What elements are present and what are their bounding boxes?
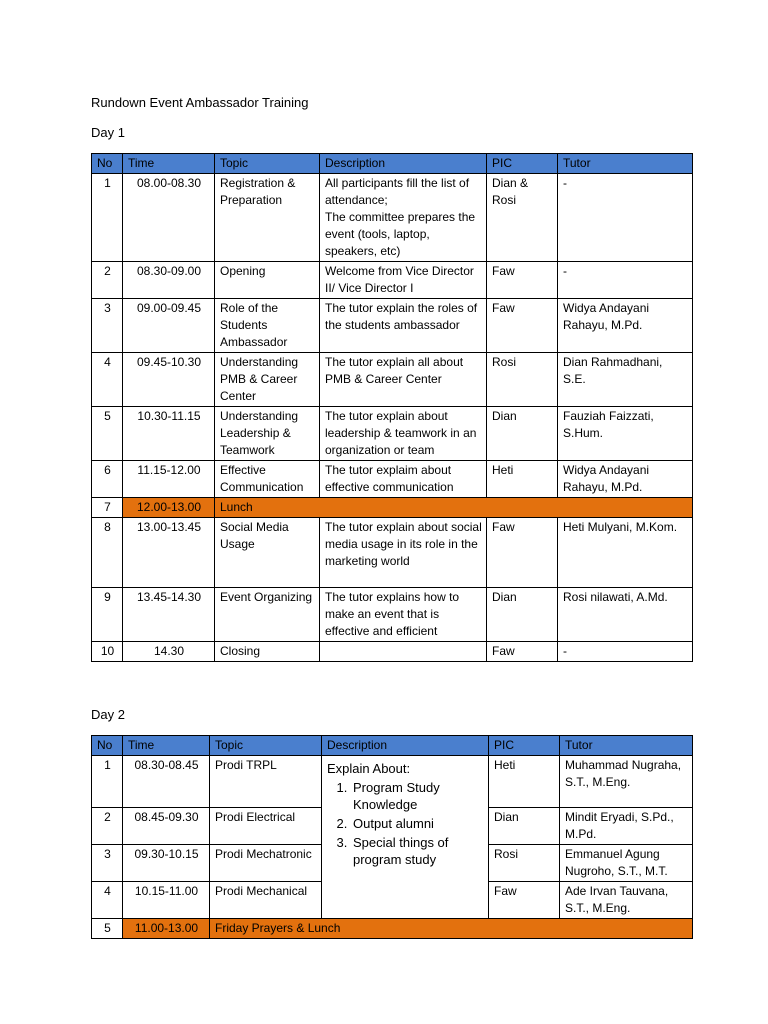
cell-topic: Prodi Mechatronic xyxy=(210,845,322,882)
cell-description: The tutor explain about leadership & teamwork in an organization or team xyxy=(320,407,487,461)
table-row xyxy=(92,353,693,407)
table-row xyxy=(92,588,693,642)
cell-no: 2 xyxy=(92,808,123,845)
cell-pic: Faw xyxy=(487,642,558,662)
cell-time: 13.45-14.30 xyxy=(123,588,215,642)
cell-no: 10 xyxy=(92,642,123,662)
cell-no: 5 xyxy=(92,919,123,939)
table-row xyxy=(92,518,693,588)
cell-time: 08.30-09.00 xyxy=(123,262,215,299)
cell-no: 6 xyxy=(92,461,123,498)
cell-time: 11.15-12.00 xyxy=(123,461,215,498)
table-row xyxy=(92,299,693,353)
cell-topic: Role of the Students Ambassador xyxy=(215,299,320,353)
cell-topic: Friday Prayers & Lunch xyxy=(210,919,693,939)
cell-tutor: Dian Rahmadhani, S.E. xyxy=(558,353,693,407)
cell-description: The tutor explaim about effective communication xyxy=(320,461,487,498)
cell-description xyxy=(320,174,487,262)
table-header-row xyxy=(92,736,693,756)
cell-tutor: Ade Irvan Tauvana, S.T., M.Eng. xyxy=(560,882,693,919)
cell-description xyxy=(320,642,487,662)
table-header-row xyxy=(92,154,693,174)
cell-time: 10.30-11.15 xyxy=(123,407,215,461)
cell-no: 8 xyxy=(92,518,123,588)
day1-heading: Day 1 xyxy=(91,125,125,140)
cell-topic: Social Media Usage xyxy=(215,518,320,588)
cell-no: 1 xyxy=(92,174,123,262)
cell-topic: Prodi Mechanical xyxy=(210,882,322,919)
cell-topic: Prodi TRPL xyxy=(210,756,322,808)
cell-no: 3 xyxy=(92,299,123,353)
header-pic: PIC xyxy=(489,736,560,756)
cell-no: 1 xyxy=(92,756,123,808)
cell-no: 7 xyxy=(92,498,123,518)
cell-pic: Faw xyxy=(487,518,558,588)
cell-pic: Dian xyxy=(487,588,558,642)
cell-pic: Faw xyxy=(489,882,560,919)
cell-time: 14.30 xyxy=(123,642,215,662)
cell-time: 11.00-13.00 xyxy=(123,919,210,939)
cell-no: 3 xyxy=(92,845,123,882)
cell-tutor: Widya Andayani Rahayu, M.Pd. xyxy=(558,299,693,353)
cell-pic: Dian & Rosi xyxy=(487,174,558,262)
cell-tutor: - xyxy=(558,262,693,299)
cell-tutor: Rosi nilawati, A.Md. xyxy=(558,588,693,642)
cell-pic: Heti xyxy=(489,756,560,808)
header-tutor: Tutor xyxy=(560,736,693,756)
cell-description xyxy=(322,756,489,919)
header-time: Time xyxy=(123,736,210,756)
cell-time: 09.00-09.45 xyxy=(123,299,215,353)
cell-description: The tutor explain about social media usage in its role in the marketing world xyxy=(320,518,487,588)
header-description: Description xyxy=(320,154,487,174)
cell-time: 08.00-08.30 xyxy=(123,174,215,262)
header-topic: Topic xyxy=(215,154,320,174)
cell-tutor: - xyxy=(558,174,693,262)
explain-list xyxy=(327,779,484,868)
lunch-row xyxy=(92,498,693,518)
cell-tutor: Mindit Eryadi, S.Pd., M.Pd. xyxy=(560,808,693,845)
day2-heading: Day 2 xyxy=(91,707,125,722)
cell-pic: Dian xyxy=(487,407,558,461)
cell-tutor: Heti Mulyani, M.Kom. xyxy=(558,518,693,588)
cell-topic: Prodi Electrical xyxy=(210,808,322,845)
day2-table xyxy=(91,735,693,939)
cell-description: The tutor explain the roles of the students ambassador xyxy=(320,299,487,353)
cell-topic: Understanding PMB & Career Center xyxy=(215,353,320,407)
cell-tutor: Muhammad Nugraha, S.T., M.Eng. xyxy=(560,756,693,808)
cell-no: 9 xyxy=(92,588,123,642)
cell-tutor: - xyxy=(558,642,693,662)
cell-topic: Registration & Preparation xyxy=(215,174,320,262)
cell-no: 2 xyxy=(92,262,123,299)
cell-pic: Faw xyxy=(487,262,558,299)
cell-pic: Dian xyxy=(489,808,560,845)
cell-time: 08.45-09.30 xyxy=(123,808,210,845)
cell-no: 5 xyxy=(92,407,123,461)
list-item: 2. Output alumni xyxy=(351,815,484,832)
description-line: All participants fill the list of attendance; xyxy=(325,176,470,207)
table-row xyxy=(92,407,693,461)
cell-topic: Event Organizing xyxy=(215,588,320,642)
table-row xyxy=(92,262,693,299)
header-time: Time xyxy=(123,154,215,174)
cell-description: The tutor explains how to make an event that is effective and efficient xyxy=(320,588,487,642)
header-no: No xyxy=(92,154,123,174)
header-no: No xyxy=(92,736,123,756)
explain-title: Explain About: xyxy=(327,761,411,776)
header-pic: PIC xyxy=(487,154,558,174)
prayer-lunch-row xyxy=(92,919,693,939)
cell-pic: Rosi xyxy=(487,353,558,407)
table-row xyxy=(92,461,693,498)
cell-pic: Faw xyxy=(487,299,558,353)
list-item: 3. Special things of program study xyxy=(351,834,484,868)
cell-no: 4 xyxy=(92,353,123,407)
table-row xyxy=(92,642,693,662)
document-title: Rundown Event Ambassador Training xyxy=(91,95,309,110)
cell-topic: Lunch xyxy=(215,498,693,518)
cell-no: 4 xyxy=(92,882,123,919)
list-item: 1. Program Study Knowledge xyxy=(351,779,484,813)
header-description: Description xyxy=(322,736,489,756)
header-topic: Topic xyxy=(210,736,322,756)
table-row xyxy=(92,174,693,262)
description-line: The committee prepares the event (tools, laptop, speakers, etc) xyxy=(325,210,476,258)
cell-tutor: Widya Andayani Rahayu, M.Pd. xyxy=(558,461,693,498)
table-row xyxy=(92,756,693,808)
cell-time: 09.30-10.15 xyxy=(123,845,210,882)
cell-time: 12.00-13.00 xyxy=(123,498,215,518)
cell-time: 10.15-11.00 xyxy=(123,882,210,919)
cell-tutor: Fauziah Faizzati, S.Hum. xyxy=(558,407,693,461)
cell-topic: Closing xyxy=(215,642,320,662)
day1-table xyxy=(91,153,693,662)
header-tutor: Tutor xyxy=(558,154,693,174)
cell-pic: Heti xyxy=(487,461,558,498)
cell-pic: Rosi xyxy=(489,845,560,882)
cell-time: 08.30-08.45 xyxy=(123,756,210,808)
cell-description: The tutor explain all about PMB & Career Center xyxy=(320,353,487,407)
cell-topic: Effective Communication xyxy=(215,461,320,498)
cell-topic: Opening xyxy=(215,262,320,299)
cell-description: Welcome from Vice Director II/ Vice Director I xyxy=(320,262,487,299)
cell-tutor: Emmanuel Agung Nugroho, S.T., M.T. xyxy=(560,845,693,882)
cell-time: 09.45-10.30 xyxy=(123,353,215,407)
cell-time: 13.00-13.45 xyxy=(123,518,215,588)
cell-topic: Understanding Leadership & Teamwork xyxy=(215,407,320,461)
